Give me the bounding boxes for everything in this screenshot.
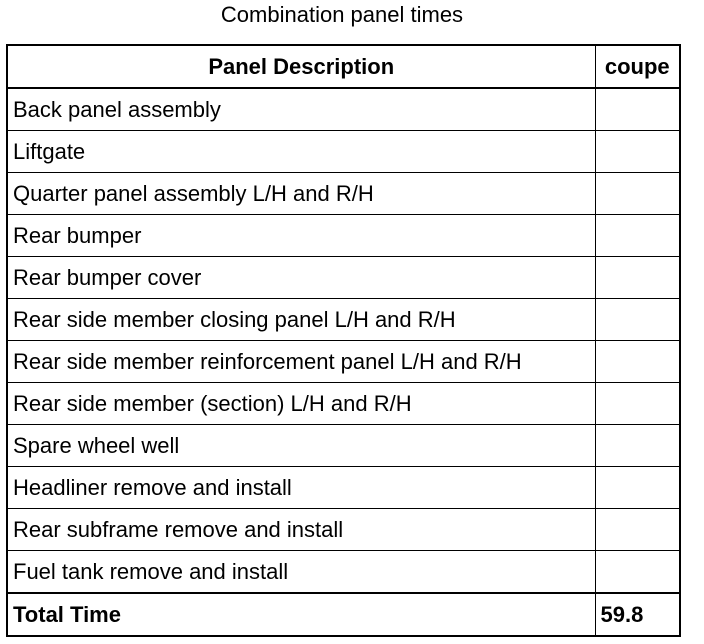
table-row — [7, 88, 680, 131]
total-row — [7, 593, 680, 636]
table-row — [7, 257, 680, 299]
table-row — [7, 383, 680, 425]
column-header-coupe: coupe — [595, 45, 680, 88]
table-row — [7, 509, 680, 551]
row-coupe-value — [595, 341, 680, 383]
row-coupe-value — [595, 257, 680, 299]
table-row — [7, 467, 680, 509]
row-description: Quarter panel assembly L/H and R/H — [7, 173, 595, 215]
row-coupe-value — [595, 467, 680, 509]
table-row — [7, 425, 680, 467]
row-description: Rear bumper cover — [7, 257, 595, 299]
row-description: Headliner remove and install — [7, 467, 595, 509]
row-description: Back panel assembly — [7, 88, 595, 131]
row-coupe-value — [595, 173, 680, 215]
row-description: Fuel tank remove and install — [7, 551, 595, 594]
row-coupe-value — [595, 299, 680, 341]
row-coupe-value — [595, 215, 680, 257]
row-description: Rear side member closing panel L/H and R/H — [7, 299, 595, 341]
row-description: Rear subframe remove and install — [7, 509, 595, 551]
total-coupe-value: 59.8 — [595, 593, 680, 636]
total-label: Total Time — [7, 593, 595, 636]
header-row — [7, 45, 680, 88]
row-coupe-value — [595, 88, 680, 131]
panel-times-table — [6, 44, 681, 637]
row-coupe-value — [595, 131, 680, 173]
page-title: Combination panel times — [220, 2, 464, 27]
row-coupe-value — [595, 383, 680, 425]
table-row — [7, 131, 680, 173]
table-row — [7, 551, 680, 594]
row-description: Spare wheel well — [7, 425, 595, 467]
table-row — [7, 341, 680, 383]
row-description: Rear side member reinforcement panel L/H and R/H — [7, 341, 595, 383]
row-description: Liftgate — [7, 131, 595, 173]
column-header-description: Panel Description — [7, 45, 595, 88]
row-coupe-value — [595, 551, 680, 594]
table-row — [7, 215, 680, 257]
row-description: Rear bumper — [7, 215, 595, 257]
table-row — [7, 299, 680, 341]
row-coupe-value — [595, 425, 680, 467]
row-description: Rear side member (section) L/H and R/H — [7, 383, 595, 425]
row-coupe-value — [595, 509, 680, 551]
table-row — [7, 173, 680, 215]
